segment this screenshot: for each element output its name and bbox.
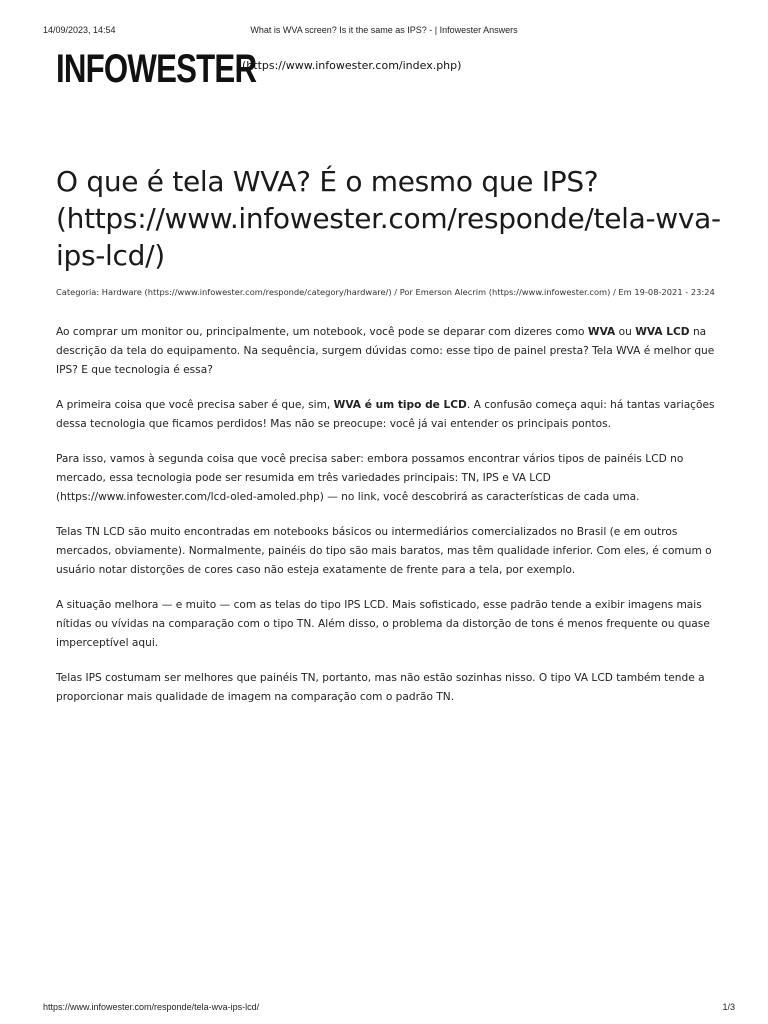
paragraph-tn-lcd: Telas TN LCD são muito encontradas em notebooks básicos ou intermediários comercializados no Brasil (e em outros mercados, obviamente). Normalmente, painéis do tipo são mais baratos, mas têm qualidade inferior. Com eles, é comum o usuário notar distorções de cores caso não esteja exatamente de frente para a tela, por exemplo. [56,526,712,576]
bold-wva-tipo-lcd: WVA é um tipo de LCD [333,399,467,411]
paragraph-ips-lcd: A situação melhora — e muito — com as telas do tipo IPS LCD. Mais sofisticado, esse padrão tende a exibir imagens mais nítidas ou vívidas na comparação com o tipo TN. Além disso, o problema da distorção de tons é menos frequente ou quase imperceptível aqui. [56,599,710,649]
paragraph-wva-is-lcd: A primeira coisa que você precisa saber é que, sim, WVA é um tipo de LCD. A confusão começa aqui: há tantas variações dessa tecnologia que ficamos perdidos! Mas não se preocupe: você já vai entender os principais pontos. [56,399,715,430]
print-footer-url: https://www.infowester.com/responde/tela-wva-ips-lcd/ [43,1002,260,1012]
print-date: 14/09/2023, 14:54 [43,25,116,35]
bold-term-wva-lcd: WVA LCD [635,326,690,338]
article-body [56,323,728,723]
print-document-title: What is WVA screen? Is it the same as IPS? - | Infowester Answers [250,25,518,35]
bold-term-wva: WVA [587,326,616,338]
page-number: 1/3 [722,1002,735,1012]
paragraph-va-lcd: Telas IPS costumam ser melhores que painéis TN, portanto, mas não estão sozinhas nisso. O tipo VA LCD também tende a proporcionar mais qualidade de imagem na comparação com o padrão TN. [56,672,705,703]
paragraph-intro: Ao comprar um monitor ou, principalmente, um notebook, você pode se deparar com dizeres como WVA ou WVA LCD na descrição da tela do equipamento. Na sequência, surgem dúvidas como: esse tipo de painel presta? Tela WVA é melhor que IPS? E que tecnologia é essa? [56,326,715,376]
infowester-logo[interactable]: INFOWESTER [56,47,257,91]
paragraph-lcd-variants: Para isso, vamos à segunda coisa que você precisa saber: embora possamos encontrar vários tipos de painéis LCD no mercado, essa tecnologia pode ser resumida em três variedades principais: TN, IPS e VA LCD (https://www.infowester.com/lcd-oled-amoled.php) — no link, você descobrirá as características de cada uma. [56,453,684,503]
print-header [0,25,768,39]
logo-link-url[interactable]: (https://www.infowester.com/index.php) [242,59,462,72]
article-title[interactable]: O que é tela WVA? É o mesmo que IPS? (https://www.infowester.com/responde/tela-wva-ips-lcd/) [56,165,721,272]
site-masthead [56,47,462,91]
article-meta: Categoria: Hardware (https://www.infowester.com/responde/category/hardware/) / Por Emerson Alecrim (https://www.infowester.com) / Em 19-08-2021 - 23:24 [56,287,715,297]
